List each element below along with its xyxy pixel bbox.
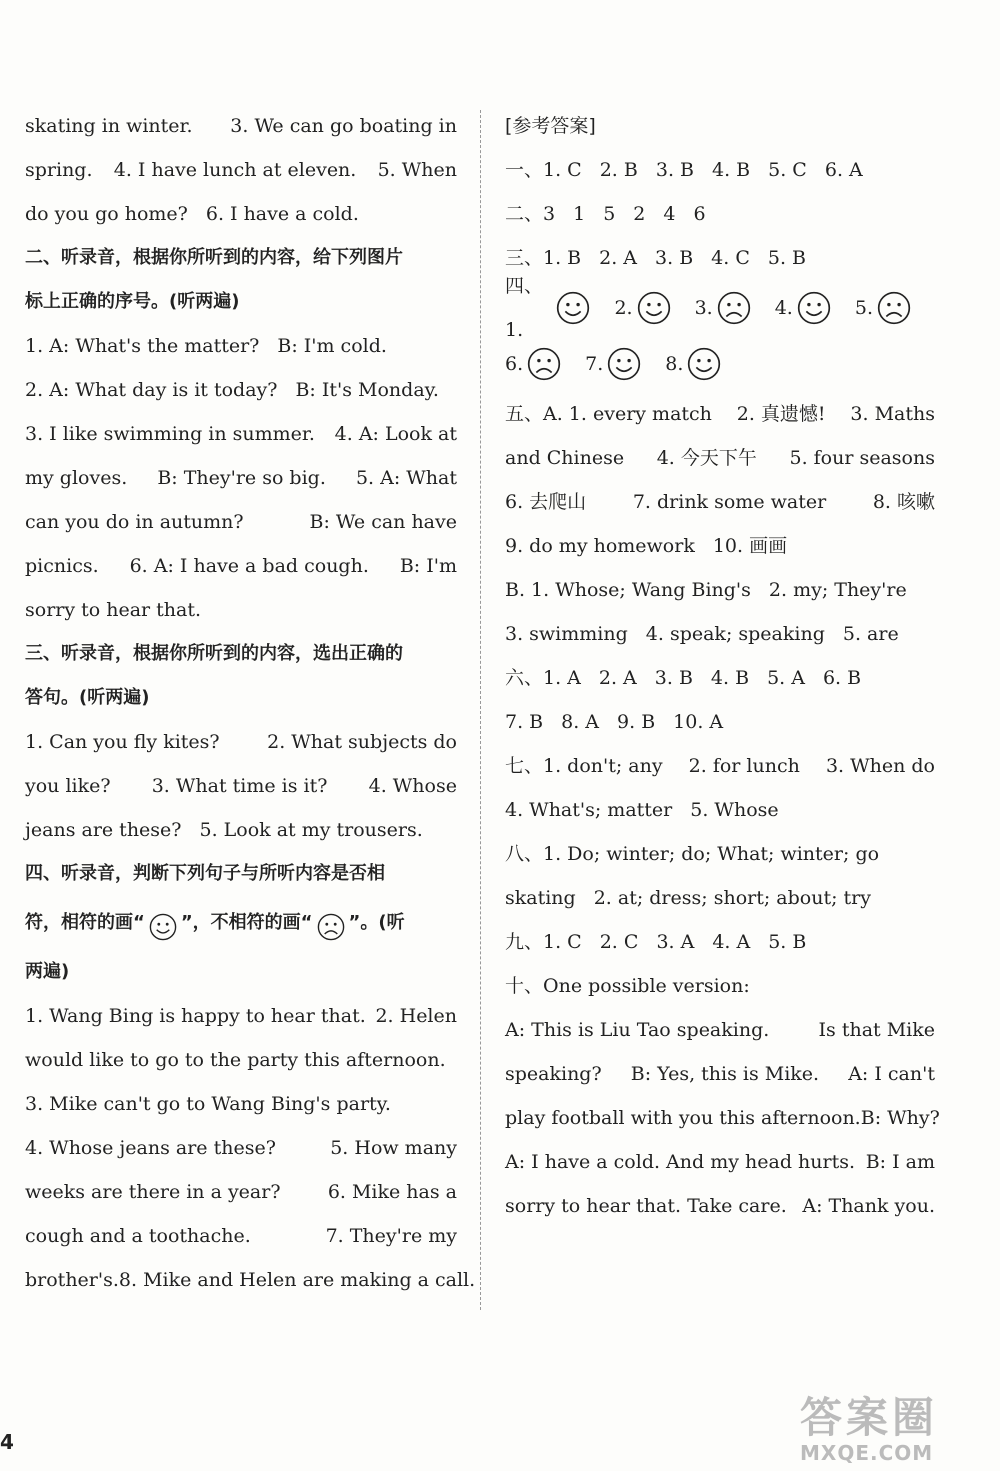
answer-item: 4. 今天下午	[656, 447, 757, 469]
text-segment: 3. We can go boating in	[230, 115, 457, 137]
text-segment: do you go home?	[25, 203, 188, 225]
text-segment: 7. They're my	[325, 1225, 457, 1247]
answer-label: 8.	[665, 353, 684, 375]
text-segment: 8. Mike and Helen are making a call.	[118, 1269, 476, 1291]
text-line	[25, 368, 457, 412]
answer-item: 2	[633, 203, 646, 225]
answer-label: 四、1.	[505, 275, 544, 341]
answer-item: 3. B	[654, 667, 693, 689]
answer-item: 6. 去爬山	[505, 491, 587, 513]
text-segment: brother's.	[25, 1269, 119, 1291]
text-line	[25, 1214, 457, 1258]
section-heading: 三、听录音，根据你所听到的内容，选出正确的	[25, 643, 403, 664]
heading-part: ”，不相符的画“	[180, 912, 313, 933]
answer-label: 3.	[694, 297, 713, 319]
answer-item: A: This is Liu Tao speaking.	[505, 1019, 770, 1041]
answer-key-title: [参考答案]	[505, 115, 596, 137]
column-divider	[480, 110, 481, 1310]
answer-item: 2. for lunch	[688, 755, 800, 777]
answer-item: 二、3	[505, 203, 556, 225]
answer-item: 三、1. B	[505, 247, 582, 269]
text-segment: 4. Whose jeans are these?	[25, 1137, 276, 1159]
answer-item: 9. do my homework	[505, 535, 695, 557]
answer-item: 10. 画画	[712, 535, 788, 557]
text-segment: 2. A: What day is it today?	[25, 379, 278, 401]
answer-item: 十、One possible version:	[505, 975, 750, 997]
smile-face-icon	[637, 291, 671, 325]
answer-row	[505, 1184, 935, 1228]
text-segment: 4. A: Look at	[334, 423, 457, 445]
answer-item	[665, 342, 725, 386]
answer-item: 七、1. don't; any	[505, 755, 663, 777]
answer-item: 1	[573, 203, 586, 225]
answer-item: 6	[693, 203, 706, 225]
answer-item: sorry to hear that. Take care.	[505, 1195, 787, 1217]
answer-item: 5. B	[767, 247, 807, 269]
text-segment: spring.	[25, 159, 93, 181]
answer-item: Is that Mike	[818, 1019, 935, 1041]
text-segment: weeks are there in a year?	[25, 1181, 281, 1203]
text-segment: B: I'm cold.	[277, 335, 387, 357]
answer-row	[505, 744, 935, 788]
answer-item: B: Why?	[860, 1107, 940, 1129]
text-segment: 5. Look at my trousers.	[199, 819, 423, 841]
answer-item: skating	[505, 887, 576, 909]
smile-face-icon	[797, 291, 831, 325]
text-segment: B: I'm	[399, 555, 457, 577]
answer-row	[505, 1052, 935, 1096]
answer-item: B: I am	[865, 1151, 935, 1173]
answer-item: 4. speak; speaking	[645, 623, 825, 645]
section-heading: 答句。(听两遍)	[25, 687, 150, 708]
answer-item: and Chinese	[505, 447, 625, 469]
answer-label: 7.	[585, 353, 604, 375]
text-segment: you like?	[25, 775, 111, 797]
answer-item: 5. A	[767, 667, 805, 689]
text-line	[25, 500, 457, 544]
answer-item: 5. are	[842, 623, 899, 645]
answer-row	[505, 920, 935, 964]
answer-item: 7. drink some water	[632, 491, 827, 513]
answer-item: 3. Maths	[850, 403, 935, 425]
text-line	[25, 720, 457, 764]
watermark-logo: 答案圈	[800, 1393, 939, 1442]
answer-label: 6.	[505, 353, 524, 375]
answer-row	[505, 832, 935, 876]
answer-item: 5	[603, 203, 616, 225]
text-segment: 6. Mike has a	[327, 1181, 457, 1203]
answer-item: 5. Whose	[690, 799, 779, 821]
answer-row	[505, 392, 935, 436]
text-segment: 3. What time is it?	[151, 775, 328, 797]
answer-item: 2. A	[598, 667, 637, 689]
answer-row	[505, 148, 935, 192]
text-line	[25, 148, 457, 192]
answer-item: B: Yes, this is Mike.	[630, 1063, 820, 1085]
answer-item: 3. B	[655, 159, 694, 181]
answer-item: 2. B	[599, 159, 638, 181]
section-heading: 二、听录音，根据你所听到的内容，给下列图片	[25, 247, 403, 268]
text-segment: can you do in autumn?	[25, 511, 244, 533]
answer-item: 2. 真遗憾!	[736, 403, 826, 425]
answer-item: play football with you this afternoon.	[505, 1107, 861, 1129]
section-heading	[25, 896, 457, 950]
answer-row	[505, 788, 935, 832]
answer-item: A: Thank you.	[802, 1195, 935, 1217]
text-line	[25, 808, 457, 852]
frown-face-icon	[717, 291, 751, 325]
answer-item: 4	[663, 203, 676, 225]
section-heading: 标上正确的序号。(听两遍)	[25, 291, 240, 312]
smile-face-icon	[149, 909, 177, 937]
text-segment: would like to go to the party this afternoon.	[25, 1049, 446, 1071]
answer-item: 4. A	[712, 931, 751, 953]
answer-row	[505, 612, 935, 656]
heading-part: ”。(听	[348, 912, 405, 933]
text-segment: B: It's Monday.	[295, 379, 439, 401]
text-line	[25, 1170, 457, 1214]
frown-face-icon	[527, 347, 561, 381]
answer-row	[505, 876, 935, 920]
answer-item: 9. B	[617, 711, 656, 733]
answer-item	[585, 342, 645, 386]
answer-item: 10. A	[673, 711, 724, 733]
answer-item: 3. When do	[825, 755, 935, 777]
text-segment: 1. Can you fly kites?	[25, 731, 220, 753]
text-segment: 2. Helen	[375, 1005, 457, 1027]
answer-item	[505, 264, 594, 352]
answer-item	[505, 342, 565, 386]
smile-face-icon	[556, 291, 590, 325]
answer-item: 5. B	[768, 931, 807, 953]
answer-item	[775, 286, 835, 330]
answer-row	[505, 700, 935, 744]
answer-item: B. 1. Whose; Wang Bing's	[505, 579, 751, 601]
text-segment: 5. When	[377, 159, 457, 181]
answer-row	[505, 656, 935, 700]
answer-row-faces	[505, 275, 935, 341]
text-segment: B: They're so big.	[157, 467, 326, 489]
answer-item: 7. B	[505, 711, 544, 733]
answer-item: speaking?	[505, 1063, 602, 1085]
text-segment: sorry to hear that.	[25, 599, 202, 621]
text-segment: my gloves.	[25, 467, 128, 489]
answer-item: 4. What's; matter	[505, 799, 673, 821]
text-line	[25, 994, 457, 1038]
answer-row	[505, 524, 935, 568]
text-line	[25, 544, 457, 588]
section-heading: 两遍)	[25, 961, 70, 982]
right-column	[505, 104, 940, 1228]
answer-item: 6. B	[822, 667, 862, 689]
answer-item: 4. C	[711, 247, 750, 269]
text-segment: jeans are these?	[25, 819, 182, 841]
answer-item: 2. my; They're	[768, 579, 907, 601]
answer-row	[505, 480, 935, 524]
answer-item: 4. B	[710, 667, 750, 689]
answer-item: A: I can't	[848, 1063, 935, 1085]
answer-item: 2. A	[599, 247, 638, 269]
text-line	[25, 412, 457, 456]
frown-face-icon	[877, 291, 911, 325]
text-segment: 1. Wang Bing is happy to hear that.	[25, 1005, 366, 1027]
answer-item: 2. at; dress; short; about; try	[593, 887, 871, 909]
answer-item: 2. C	[599, 931, 639, 953]
text-line	[25, 1082, 457, 1126]
answer-row	[505, 568, 935, 612]
text-segment: 6. I have a cold.	[205, 203, 359, 225]
text-line	[25, 192, 457, 236]
left-column	[25, 104, 476, 1302]
watermark	[800, 1395, 990, 1467]
answer-row	[505, 436, 935, 480]
text-segment: 6. A: I have a bad cough.	[129, 555, 369, 577]
text-line	[25, 324, 457, 368]
answer-item	[614, 286, 674, 330]
text-segment: 5. How many	[330, 1137, 457, 1159]
text-segment: 4. Whose	[368, 775, 457, 797]
answer-item: 8. A	[561, 711, 600, 733]
answer-row	[505, 192, 935, 236]
answer-item: 5. C	[768, 159, 807, 181]
answer-item: 5. four seasons	[789, 447, 935, 469]
answer-label: 5.	[854, 297, 873, 319]
answer-item: 九、1. C	[505, 931, 582, 953]
answer-row	[505, 1140, 935, 1184]
heading-part: 符，相符的画“	[25, 912, 145, 933]
text-line	[25, 104, 457, 148]
text-segment: skating in winter.	[25, 115, 193, 137]
answer-item: 4. B	[712, 159, 751, 181]
text-segment: 4. I have lunch at eleven.	[113, 159, 357, 181]
answer-item: 一、1. C	[505, 159, 582, 181]
answer-row	[505, 964, 935, 1008]
text-segment: cough and a toothache.	[25, 1225, 251, 1247]
answer-item: 3. A	[656, 931, 695, 953]
answer-item: 3. swimming	[505, 623, 628, 645]
text-segment: 2. What subjects do	[267, 731, 457, 753]
text-segment: picnics.	[25, 555, 99, 577]
answer-item: 八、1. Do; winter; do; What; winter; go	[505, 843, 880, 865]
text-line	[25, 1126, 457, 1170]
text-line	[25, 1038, 457, 1082]
text-line	[25, 1258, 476, 1302]
text-line	[25, 764, 457, 808]
text-segment: 5. A: What	[355, 467, 457, 489]
smile-face-icon	[607, 347, 641, 381]
answer-row	[505, 1096, 940, 1140]
answer-item: 6. A	[824, 159, 863, 181]
answer-item	[855, 286, 915, 330]
text-segment: 3. I like swimming in summer.	[25, 423, 315, 445]
text-segment: 1. A: What's the matter?	[25, 335, 260, 357]
text-line	[25, 456, 457, 500]
text-segment: B: We can have	[309, 511, 457, 533]
answer-item	[695, 286, 755, 330]
answer-item: 8. 咳嗽	[872, 491, 935, 513]
text-line	[25, 588, 457, 632]
answer-item: 六、1. A	[505, 667, 581, 689]
text-segment: 3. Mike can't go to Wang Bing's party.	[25, 1093, 391, 1115]
answer-row	[505, 1008, 935, 1052]
answer-item: 五、A. 1. every match	[505, 403, 712, 425]
answer-label: 4.	[774, 297, 793, 319]
page-number: 4	[0, 1430, 14, 1454]
answer-label: 2.	[614, 297, 633, 319]
smile-face-icon	[687, 347, 721, 381]
frown-face-icon	[317, 909, 345, 937]
answer-item: A: I have a cold. And my head hurts.	[505, 1151, 855, 1173]
answer-item: 3. B	[655, 247, 694, 269]
section-heading: 四、听录音，判断下列句子与所听内容是否相	[25, 863, 385, 884]
watermark-site: MXQE.COM	[800, 1441, 934, 1465]
